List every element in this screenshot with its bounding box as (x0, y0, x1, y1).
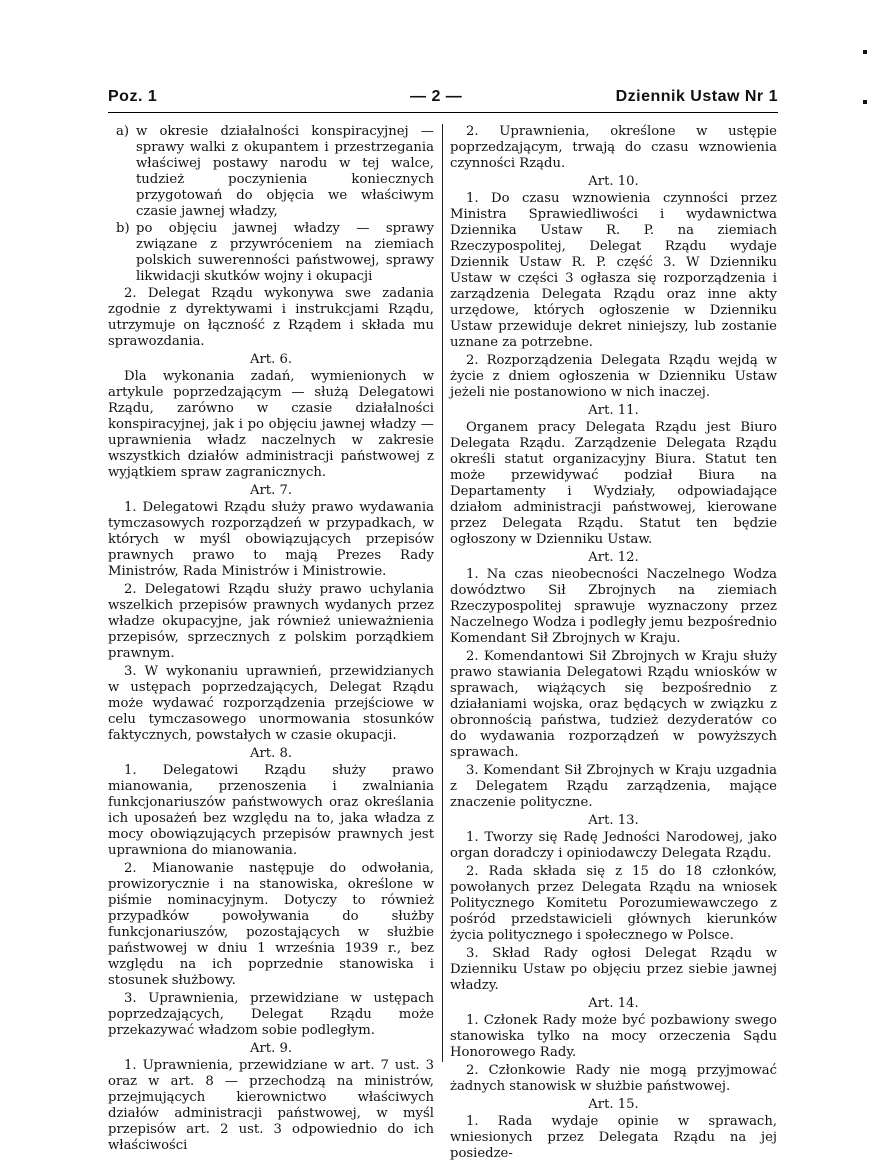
article-title: Art. 15. (588, 1097, 639, 1112)
paragraph: 2. Delegat Rządu wykonywa swe zadania zgodnie z dyrektywami i instrukcjami Rządu, utrzymuje on łączność z Rządem i składa mu sprawozdania. (108, 286, 434, 349)
article-title: Art. 9. (249, 1041, 293, 1056)
left-column (108, 124, 434, 1156)
paragraph: 2. Mianowanie następuje do odwołania, prowizorycznie i na stanowiska, określone w piśmie nominacyjnym. Dotyczy to również przypadków powoływania do służby funkcjonariuszów, pozostających w służbie państwowej w dniu 1 września 1939 r., bez względu na ich poprzednie stanowiska i stosunek służbowy. (108, 861, 434, 988)
paragraph: 3. Komendant Sił Zbrojnych w Kraju uzgadnia z Delegatem Rządu zarządzenia, mające znaczenie polityczne. (450, 763, 777, 810)
paragraph: 2. Członkowie Rady nie mogą przyjmować żadnych stanowisk w służbie państwowej. (450, 1063, 777, 1094)
paragraph: Dla wykonania zadań, wymienionych w artykule poprzedzającym — służą Delegatowi Rządu, zarówno w czasie działalności konspiracyjnej, jak i po objęciu jawnej władzy — uprawnienia władz naczelnych w zakresie wszystkich działów administracji państwowej z wyjątkiem spraw zagranicznych. (108, 369, 434, 480)
article-title: Art. 6. (249, 352, 293, 367)
article-title: Art. 10. (588, 174, 639, 189)
paragraph: 3. Uprawnienia, przewidziane w ustępach poprzedzających, Delegat Rządu może przekazywać władzom sobie podległym. (108, 991, 434, 1038)
header-rule (108, 112, 778, 113)
article-title: Art. 11. (588, 403, 639, 418)
article-title: Art. 14. (588, 996, 639, 1011)
list-text: po objęciu jawnej władzy — sprawy związane z przywróceniem na ziemiach polskich suwerenności państwowej, sprawy likwidacji skutków wojny i okupacji (136, 221, 434, 284)
list-marker: b) (116, 221, 130, 236)
page-header (108, 88, 778, 112)
journal-title: Dziennik Ustaw Nr 1 (615, 88, 778, 105)
paragraph: 2. Rozporządzenia Delegata Rządu wejdą w życie z dniem ogłoszenia w Dzienniku Ustaw jeżeli nie postanowiono w nich inaczej. (450, 353, 777, 400)
paragraph: 3. W wykonaniu uprawnień, przewidzianych w ustępach poprzedzających, Delegat Rządu może wydawać rozporządzenia przejściowe w celu tymczasowego unormowania stosunków faktycznych, powstałych w czasie okupacji. (108, 664, 434, 743)
article-title: Art. 8. (249, 746, 293, 761)
paragraph: 3. Skład Rady ogłosi Delegat Rządu w Dzienniku Ustaw po objęciu przez siebie jawnej władzy. (450, 946, 777, 993)
column-divider (442, 124, 443, 1062)
paragraph: 1. Delegatowi Rządu służy prawo mianowania, przenoszenia i zwalniania funkcjonariuszów państwowych oraz określania ich uposażeń bez względu na to, jaka władza z mocy obowiązujących przepisów prawnych jest uprawniona do mianowania. (108, 763, 434, 858)
list-item-b (108, 221, 434, 285)
paragraph: 1. Do czasu wznowienia czynności przez Ministra Sprawiedliwości i wydawnictwa Dziennika Ustaw R. P. na ziemiach Rzeczypospolitej, Delegat Rządu wydaje Dziennik Ustaw R. P. część 3. W Dzienniku Ustaw w części 3 ogłasza się rozporządzenia i zarządzenia Delegata Rządu oraz inne akty urzędowe, których ogłoszenie w Dzienniku Ustaw przewiduje dekret niniejszy, lub zostanie uznane za potrzebne. (450, 191, 777, 350)
paragraph: 2. Rada składa się z 15 do 18 członków, powołanych przez Delegata Rządu na wniosek Politycznego Komitetu Porozumiewawczego z pośród przedstawicieli głównych kierunków życia politycznego i społecznego w Polsce. (450, 864, 777, 943)
paragraph: 1. Uprawnienia, przewidziane w art. 7 ust. 3 oraz w art. 8 — przechodzą na ministrów, przejmujących kierownictwo właściwych działów administracji państwowej, w myśl przepisów art. 2 ust. 3 odpowiednio do ich właściwości (108, 1058, 434, 1153)
list-marker: a) (116, 124, 130, 139)
paragraph: 2. Komendantowi Sił Zbrojnych w Kraju służy prawo stawiania Delegatowi Rządu wniosków w sprawach, wiążących się bezpośrednio z działaniami wojska, oraz będących w związku z obronnością państwa, tudzież dezyderatów co do wydawania rozporządzeń w powyższych sprawach. (450, 649, 777, 760)
article-title: Art. 13. (588, 813, 639, 828)
paragraph: 1. Członek Rady może być pozbawiony swego stanowiska tylko na mocy orzeczenia Sądu Honorowego Rady. (450, 1013, 777, 1060)
page-number: — 2 — (410, 88, 463, 105)
paragraph: 2. Delegatowi Rządu służy prawo uchylania wszelkich przepisów prawnych wydanych przez władze okupacyjne, jak również unieważnienia przepisów, sprzecznych z polskim porządkiem prawnym. (108, 582, 434, 661)
paragraph: 2. Uprawnienia, określone w ustępie poprzedzającym, trwają do czasu wznowienia czynności Rządu. (450, 124, 777, 171)
list-item-a (108, 124, 434, 220)
position-number: Poz. 1 (108, 88, 158, 105)
list-text: w okresie działalności konspiracyjnej — sprawy walki z okupantem i przestrzegania właściwej postawy narodu w tej walce, tudzież poczynienia koniecznych przygotowań do objęcia we właściwym czasie jawnej władzy, (136, 124, 434, 219)
paragraph: 1. Delegatowi Rządu służy prawo wydawania tymczasowych rozporządzeń w przypadkach, w których w myśl obowiązujących przepisów prawnych prawo to mają Prezes Rady Ministrów, Rada Ministrów i Ministrowie. (108, 500, 434, 579)
paragraph: Organem pracy Delegata Rządu jest Biuro Delegata Rządu. Zarządzenie Delegata Rządu określi statut organizacyjny Biura. Statut ten może przewidywać podział Biura na Departamenty i Wydziały, odpowiadające działom administracji państwowej, kierowane przez Delegata Rządu. Statut ten będzie ogłoszony w Dzienniku Ustaw. (450, 420, 777, 547)
paragraph: 1. Tworzy się Radę Jedności Narodowej, jako organ doradczy i opiniodawczy Delegata Rządu. (450, 830, 777, 861)
scan-mark (863, 100, 867, 104)
article-title: Art. 7. (249, 483, 293, 498)
right-column (450, 124, 777, 1164)
paragraph: 1. Na czas nieobecności Naczelnego Wodza dowództwo Sił Zbrojnych na ziemiach Rzeczypospolitej sprawuje wyznaczony przez Naczelnego Wodza i podległy jemu bezpośrednio Komendant Sił Zbrojnych w Kraju. (450, 567, 777, 646)
paragraph: 1. Rada wydaje opinie w sprawach, wniesionych przez Delegata Rządu na jej posiedze- (450, 1114, 777, 1161)
scan-mark (863, 50, 867, 54)
article-title: Art. 12. (588, 550, 639, 565)
